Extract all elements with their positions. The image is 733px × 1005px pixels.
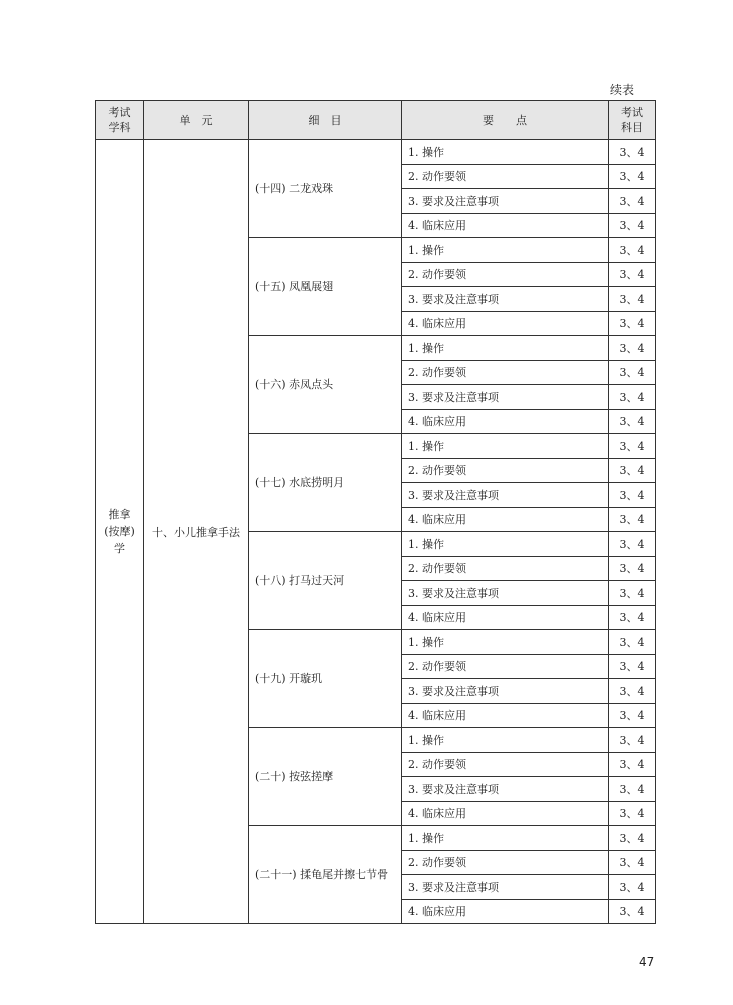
code-cell: 3、4 bbox=[609, 409, 656, 434]
point-cell: 2. 动作要领 bbox=[402, 850, 609, 875]
point-cell: 3. 要求及注意事项 bbox=[402, 875, 609, 900]
point-cell: 4. 临床应用 bbox=[402, 311, 609, 336]
point-cell: 1. 操作 bbox=[402, 728, 609, 753]
point-cell: 1. 操作 bbox=[402, 630, 609, 655]
syllabus-table bbox=[95, 100, 656, 924]
point-cell: 2. 动作要领 bbox=[402, 458, 609, 483]
code-cell: 3、4 bbox=[609, 434, 656, 459]
point-cell: 3. 要求及注意事项 bbox=[402, 483, 609, 508]
point-cell: 4. 临床应用 bbox=[402, 703, 609, 728]
code-cell: 3、4 bbox=[609, 875, 656, 900]
code-cell: 3、4 bbox=[609, 483, 656, 508]
code-cell: 3、4 bbox=[609, 899, 656, 924]
header-points: 要 点 bbox=[402, 101, 609, 140]
code-cell: 3、4 bbox=[609, 605, 656, 630]
code-cell: 3、4 bbox=[609, 630, 656, 655]
code-cell: 3、4 bbox=[609, 728, 656, 753]
code-cell: 3、4 bbox=[609, 189, 656, 214]
detail-cell: (十八) 打马过天河 bbox=[249, 532, 402, 630]
code-cell: 3、4 bbox=[609, 703, 656, 728]
code-cell: 3、4 bbox=[609, 360, 656, 385]
detail-cell: (十六) 赤凤点头 bbox=[249, 336, 402, 434]
point-cell: 2. 动作要领 bbox=[402, 360, 609, 385]
point-cell: 3. 要求及注意事项 bbox=[402, 777, 609, 802]
point-cell: 3. 要求及注意事项 bbox=[402, 385, 609, 410]
code-cell: 3、4 bbox=[609, 287, 656, 312]
code-cell: 3、4 bbox=[609, 385, 656, 410]
point-cell: 2. 动作要领 bbox=[402, 164, 609, 189]
point-cell: 2. 动作要领 bbox=[402, 752, 609, 777]
point-cell: 1. 操作 bbox=[402, 336, 609, 361]
code-cell: 3、4 bbox=[609, 679, 656, 704]
page-number: 47 bbox=[639, 955, 655, 969]
subject-cell bbox=[96, 140, 144, 924]
code-cell: 3、4 bbox=[609, 777, 656, 802]
point-cell: 1. 操作 bbox=[402, 826, 609, 851]
code-cell: 3、4 bbox=[609, 238, 656, 263]
code-cell: 3、4 bbox=[609, 654, 656, 679]
code-cell: 3、4 bbox=[609, 164, 656, 189]
point-cell: 4. 临床应用 bbox=[402, 801, 609, 826]
table-row bbox=[96, 140, 656, 165]
point-cell: 4. 临床应用 bbox=[402, 605, 609, 630]
point-cell: 2. 动作要领 bbox=[402, 262, 609, 287]
code-cell: 3、4 bbox=[609, 532, 656, 557]
code-cell: 3、4 bbox=[609, 801, 656, 826]
point-cell: 3. 要求及注意事项 bbox=[402, 189, 609, 214]
header-detail: 细 目 bbox=[249, 101, 402, 140]
code-cell: 3、4 bbox=[609, 507, 656, 532]
header-code: 考试 科目 bbox=[609, 101, 656, 140]
point-cell: 1. 操作 bbox=[402, 434, 609, 459]
code-cell: 3、4 bbox=[609, 581, 656, 606]
header-row bbox=[96, 101, 656, 140]
code-cell: 3、4 bbox=[609, 213, 656, 238]
code-cell: 3、4 bbox=[609, 458, 656, 483]
subject-text: 推拿 (按摩) 学 bbox=[104, 508, 135, 555]
code-cell: 3、4 bbox=[609, 262, 656, 287]
point-cell: 1. 操作 bbox=[402, 140, 609, 165]
point-cell: 3. 要求及注意事项 bbox=[402, 679, 609, 704]
point-cell: 1. 操作 bbox=[402, 238, 609, 263]
detail-cell: (十四) 二龙戏珠 bbox=[249, 140, 402, 238]
header-unit: 单 元 bbox=[144, 101, 249, 140]
point-cell: 4. 临床应用 bbox=[402, 507, 609, 532]
code-cell: 3、4 bbox=[609, 336, 656, 361]
detail-cell: (十七) 水底捞明月 bbox=[249, 434, 402, 532]
continued-label: 续表 bbox=[610, 83, 635, 97]
point-cell: 2. 动作要领 bbox=[402, 556, 609, 581]
code-cell: 3、4 bbox=[609, 556, 656, 581]
point-cell: 1. 操作 bbox=[402, 532, 609, 557]
code-cell: 3、4 bbox=[609, 850, 656, 875]
detail-cell: (十九) 开璇玑 bbox=[249, 630, 402, 728]
table-body bbox=[96, 140, 656, 924]
detail-cell: (十五) 凤凰展翅 bbox=[249, 238, 402, 336]
point-cell: 4. 临床应用 bbox=[402, 409, 609, 434]
detail-cell: (二十) 按弦搓摩 bbox=[249, 728, 402, 826]
point-cell: 4. 临床应用 bbox=[402, 213, 609, 238]
point-cell: 4. 临床应用 bbox=[402, 899, 609, 924]
point-cell: 3. 要求及注意事项 bbox=[402, 287, 609, 312]
detail-cell: (二十一) 揉龟尾并擦七节骨 bbox=[249, 826, 402, 924]
header-subject: 考试 学科 bbox=[96, 101, 144, 140]
code-cell: 3、4 bbox=[609, 140, 656, 165]
point-cell: 2. 动作要领 bbox=[402, 654, 609, 679]
point-cell: 3. 要求及注意事项 bbox=[402, 581, 609, 606]
unit-cell: 十、小儿推拿手法 bbox=[144, 140, 249, 924]
code-cell: 3、4 bbox=[609, 826, 656, 851]
code-cell: 3、4 bbox=[609, 752, 656, 777]
code-cell: 3、4 bbox=[609, 311, 656, 336]
